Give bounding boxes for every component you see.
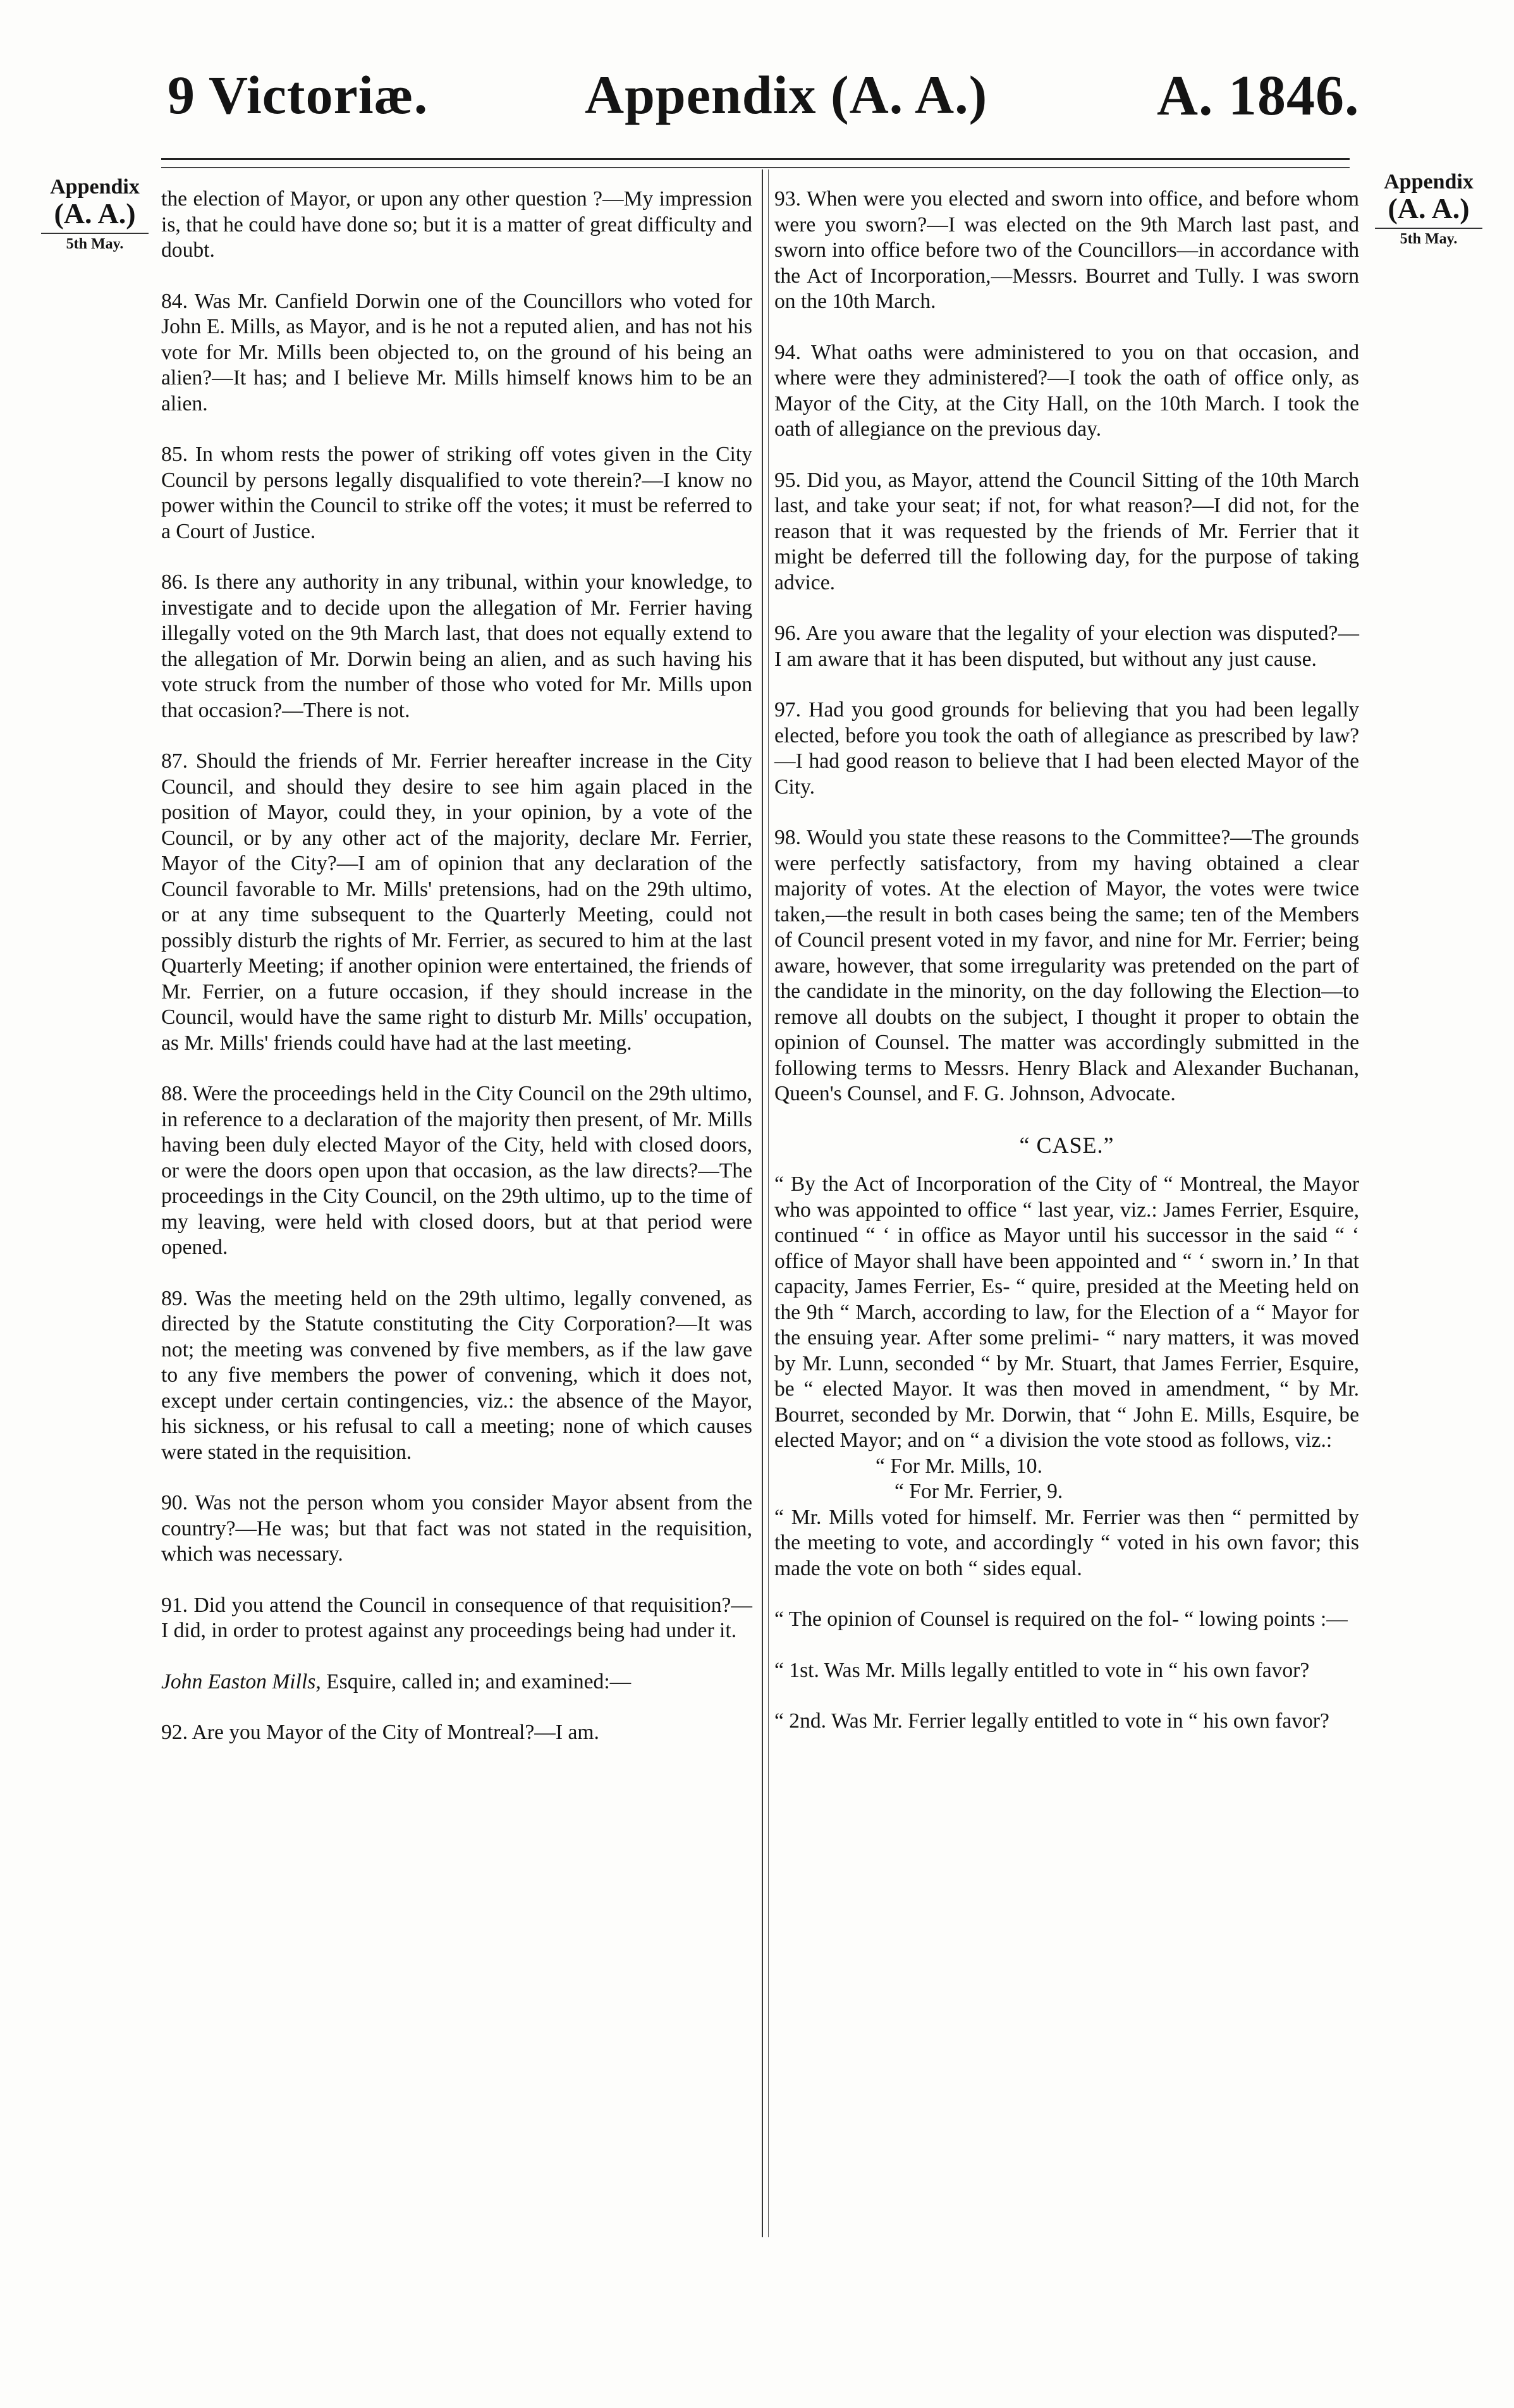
margin-note-label: Appendix [50, 175, 140, 199]
case-text: “ By the Act of Incorporation of the City of “ Montreal, the Mayor who was appointed to office “ last year, viz.: James Ferrier, Esquire, continued “ ‘ in office as Mayor until his successor in the said “ ‘ office of Mayor shall have been appointed and “ ‘ sworn in.’ In that capacity, James Ferrier, Es- “ quire, presided at the Meeting held on the 9th “ March, according to law, for the Election of a “ Mayor for the ensuing year. After some prelimi- “ nary matters, it was moved by Mr. Lunn, seconded “ by Mr. Stuart, that James Ferrier, Esquire, be “ elected Mayor. It was then moved in amendment, “ by Mr. Bourret, seconded by Mr. Dorwin, that “ John E. Mills, Esquire, be elected Mayor; and on “ a division the vote stood as follows, viz.: [774, 1172, 1359, 1452]
point-1: “ 1st. Was Mr. Mills legally entitled to vote in “ his own favor? [774, 1658, 1310, 1682]
question-95: 95. Did you, as Mayor, attend the Council Sitting of the 10th March last, and take your seat; if not, for what reason?—I did not, for the reason that it was requested by the friends of Mr. Ferrier that it might be deferred till the following day, for the purpose of taking advice. [774, 468, 1359, 594]
page-header [0, 63, 1514, 139]
question-84: 84. Was Mr. Canfield Dorwin one of the Councillors who voted for John E. Mills, as Mayor, and is he not a reputed alien, and has not his vote for Mr. Mills been objected to, on the ground of his being an alien?—It has; and I believe Mr. Mills himself knows him to be an alien. [161, 289, 752, 415]
question-88: 88. Were the proceedings held in the City Council on the 29th ultimo, in reference to a declaration of the majority then present, of Mr. Mills having been duly elected Mayor of the City, held with closed doors, or were the doors open upon that occasion, as the law directs?—The proceedings in the City Council, on the 29th ultimo, up to the time of my leaving, were held with closed doors, but at that period were opened. [161, 1082, 752, 1259]
counsel-opinion-request: “ The opinion of Counsel is required on the fol- “ lowing points :— [774, 1607, 1348, 1631]
question-93: 93. When were you elected and sworn into office, and before whom were you sworn?—I was elected on the 9th March last past, and sworn into office before two of the Councillors—in accordance with the Act of Incorporation,—Messrs. Bourret and Tully. I was sworn on the 10th March. [774, 187, 1359, 313]
right-column [774, 187, 1359, 1760]
column-divider-thin [768, 169, 769, 2237]
question-92: 92. Are you Mayor of the City of Montreal?—I am. [161, 1721, 599, 1744]
witness-intro [161, 1669, 752, 1695]
question-91: 91. Did you attend the Council in consequence of that requisition?—I did, in order to protest against any proceedings being had under it. [161, 1593, 752, 1642]
point-2: “ 2nd. Was Mr. Ferrier legally entitled to vote in “ his own favor? [774, 1709, 1329, 1733]
question-86: 86. Is there any authority in any tribunal, within your knowledge, to investigate and to decide upon the allegation of Mr. Ferrier having illegally voted on the 9th March last, that does not equally extend to the allegation of Mr. Dorwin being an alien, and as such having his vote struck from the number of those who voted for Mr. Mills upon that occasion?—There is not. [161, 570, 752, 722]
witness-intro-text: Esquire, called in; and examined:— [321, 1669, 632, 1693]
header-rule-thin [161, 167, 1350, 168]
question-98: 98. Would you state these reasons to the Committee?—The grounds were perfectly satisfactory, from my having obtained a clear majority of votes. At the election of Mayor, the votes were twice taken,—the result in both cases being the same; ten of the Members of Council present voted in my favor, and nine for Mr. Ferrier; being aware, however, that some irregularity was pretended on the part of the candidate in the minority, on the day following the Election—to remove all doubts on the subject, I thought it proper to obtain the opinion of Counsel. The matter was accordingly submitted in the following terms to Messrs. Henry Black and Alexander Buchanan, Queen's Counsel, and F. G. Johnson, Advocate. [774, 826, 1359, 1105]
margin-note-label: Appendix [1384, 170, 1474, 194]
witness-name: John Easton Mills, [161, 1669, 321, 1693]
question-85: 85. In whom rests the power of striking off votes given in the City Council by persons legally disqualified to vote therein?—I know no power within the Council to strike off the votes; it must be referred to a Court of Justice. [161, 443, 752, 543]
case-text-continued: “ Mr. Mills voted for himself. Mr. Ferrier was then “ permitted by the meeting to vote, and accordingly “ voted in his own favor; this made the vote on both “ sides equal. [774, 1505, 1359, 1580]
margin-note-left [28, 176, 161, 252]
question-94: 94. What oaths were administered to you on that occasion, and where were they administered?—I took the oath of office only, as Mayor of the City, at the City Hall, on the 10th March. I took the oath of allegiance on the previous day. [774, 340, 1359, 441]
header-session: 9 Victoriæ. [168, 64, 429, 125]
paragraph-continuation: the election of Mayor, or upon any other question ?—My impression is, that he could have done so; but it is a matter of great difficulty and doubt. [161, 187, 752, 262]
question-89: 89. Was the meeting held on the 29th ultimo, legally convened, as directed by the Statute constituting the City Corporation?—It was not; the meeting was convened by five members, as if the law gave to any five members the power of convening, which it does not, except under certain contingencies, viz.: the absence of the Mayor, his sickness, or his refusal to call a meeting; none of which causes were stated in the requisition. [161, 1286, 752, 1464]
vote-mills: “ For Mr. Mills, 10. [876, 1454, 1042, 1478]
header-appendix: Appendix (A. A.) [585, 64, 988, 125]
question-90: 90. Was not the person whom you consider Mayor absent from the country?—He was; but that fact was not stated in the requisition, which was necessary. [161, 1491, 752, 1566]
column-divider [762, 169, 763, 2237]
header-rule [161, 158, 1350, 160]
margin-note-appendix: (A. A.) [54, 197, 136, 230]
margin-note-right [1362, 171, 1495, 247]
case-heading: “ CASE.” [1019, 1132, 1114, 1158]
margin-note-date: 5th May. [41, 233, 149, 252]
question-96: 96. Are you aware that the legality of your election was disputed?—I am aware that it has been disputed, but without any just cause. [774, 622, 1359, 671]
question-87: 87. Should the friends of Mr. Ferrier hereafter increase in the City Council, and should they desire to see him again placed in the position of Mayor, could they, in your opinion, by a vote of the Council, or by any other act of the majority, declare Mr. Ferrier, Mayor of the City?—I am of opinion that any declaration of the Council favorable to Mr. Mills' pretensions, had on the 29th ultimo, or at any time subsequent to the Quarterly Meeting, could not possibly disturb the rights of Mr. Ferrier, as secured to him at the last Quarterly Meeting; if another opinion were entertained, the friends of Mr. Ferrier, on a future occasion, if they should increase in the Council, would have the same right to disturb Mr. Mills' occupation, as Mr. Mills' friends could have had at the last meeting. [161, 749, 752, 1055]
margin-note-appendix: (A. A.) [1388, 192, 1470, 224]
question-97: 97. Had you good grounds for believing that you had been legally elected, before you took the oath of allegiance as prescribed by law?—I had good reason to believe that I had been elected Mayor of the City. [774, 698, 1359, 799]
margin-note-date: 5th May. [1375, 228, 1482, 247]
vote-ferrier: “ For Mr. Ferrier, 9. [894, 1480, 1063, 1503]
left-column [161, 187, 752, 1771]
header-year: A. 1846. [1157, 64, 1360, 127]
